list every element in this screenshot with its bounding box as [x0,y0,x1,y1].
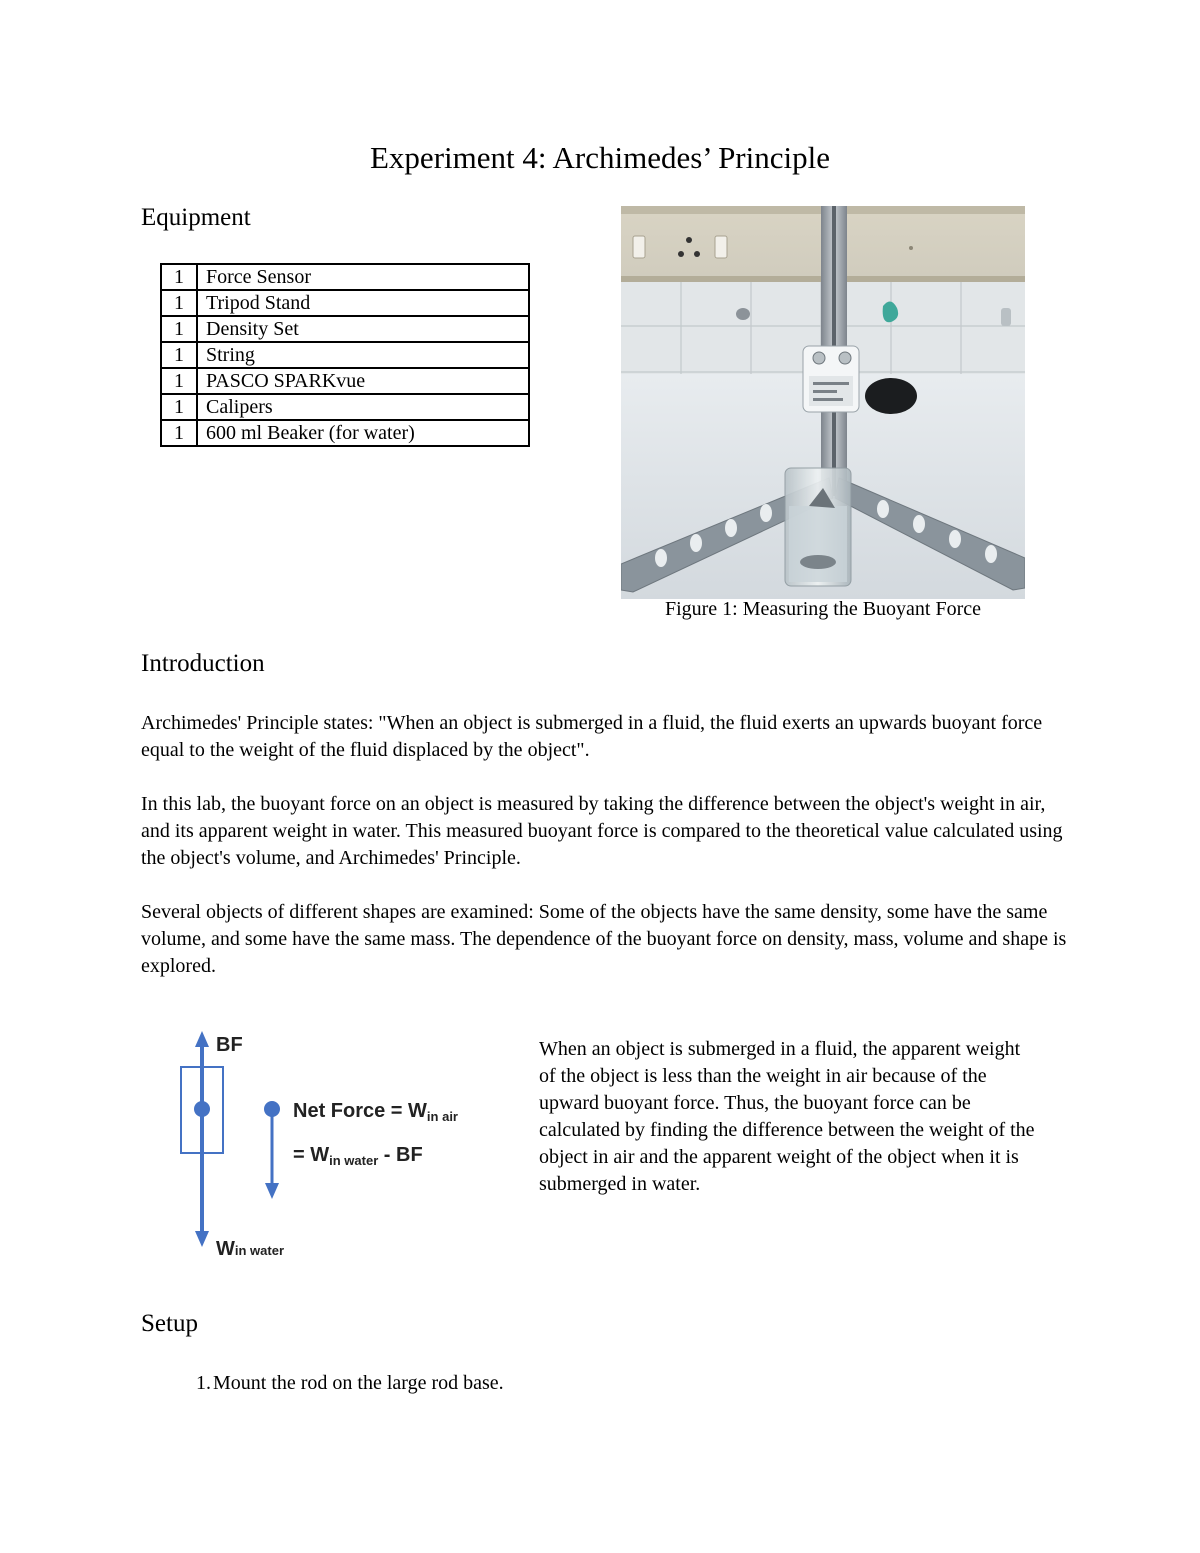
step-text: Mount the rod on the large rod base. [213,1372,504,1394]
table-row [161,394,529,420]
list-item [141,1370,504,1397]
table-row [161,342,529,368]
setup-heading: Setup [141,1310,198,1337]
qty-cell: 1 [161,368,197,394]
qty-cell: 1 [161,394,197,420]
item-cell: Density Set [197,316,529,342]
figure-caption: Figure 1: Measuring the Buoyant Force [664,598,982,620]
bf-arrowhead [195,1031,209,1047]
item-cell: Calipers [197,394,529,420]
setup-photo [621,206,1025,599]
weight-label: Win water [216,1238,285,1260]
qty-cell: 1 [161,420,197,446]
item-cell: Tripod Stand [197,290,529,316]
bf-label: BF [216,1034,243,1056]
equation-label: = $W_{in water}$ - BF [293,1144,423,1168]
diagram-description: When an object is submerged in a fluid, the apparent weight of the object is less than the weight in air because of the upward buoyant force. Thus, the buoyant force can be calculated by finding the difference between the weight of the object in air and the apparent weight of the object when it is submerged in water. [539,1038,1035,1195]
qty-cell: 1 [161,264,197,290]
equipment-heading: Equipment [141,204,251,231]
net-force-label: Net Force = $W_{in air}$ [293,1100,458,1124]
introduction-heading: Introduction [141,650,265,677]
table-row [161,290,529,316]
table-row [161,368,529,394]
table-row [161,316,529,342]
equipment-table [160,263,530,447]
intro-paragraph: In this lab, the buoyant force on an object is measured by taking the difference between the object's weight in air, and its apparent weight in water. This measured buoyant force is compared to the theoretical value calculated using the object's volume, and Archimedes' Principle. [141,793,1063,869]
qty-cell: 1 [161,290,197,316]
free-body-diagram [160,1025,520,1265]
qty-cell: 1 [161,342,197,368]
weight-arrowhead [195,1231,209,1247]
net-force-dot [264,1101,280,1117]
table-row [161,420,529,446]
qty-cell: 1 [161,316,197,342]
intro-paragraph: Archimedes' Principle states: "When an object is submerged in a fluid, the fluid exerts an upwards buoyant force equal to the weight of the fluid displaced by the object". [141,712,1043,761]
item-cell: 600 ml Beaker (for water) [197,420,529,446]
item-cell: Force Sensor [197,264,529,290]
net-force-arrowhead [265,1183,279,1199]
table-row [161,264,529,290]
intro-paragraph: Several objects of different shapes are examined: Some of the objects have the same density, some have the same volume, and some have the same mass. The dependence of the buoyant force on density, mass, volume and shape is explored. [141,901,1067,977]
setup-steps [141,1370,504,1397]
item-cell: PASCO SPARKvue [197,368,529,394]
step-number: 1. [196,1372,211,1394]
object-center-dot [194,1101,210,1117]
item-cell: String [197,342,529,368]
page-title: Experiment 4: Archimedes’ Principle [370,140,830,175]
